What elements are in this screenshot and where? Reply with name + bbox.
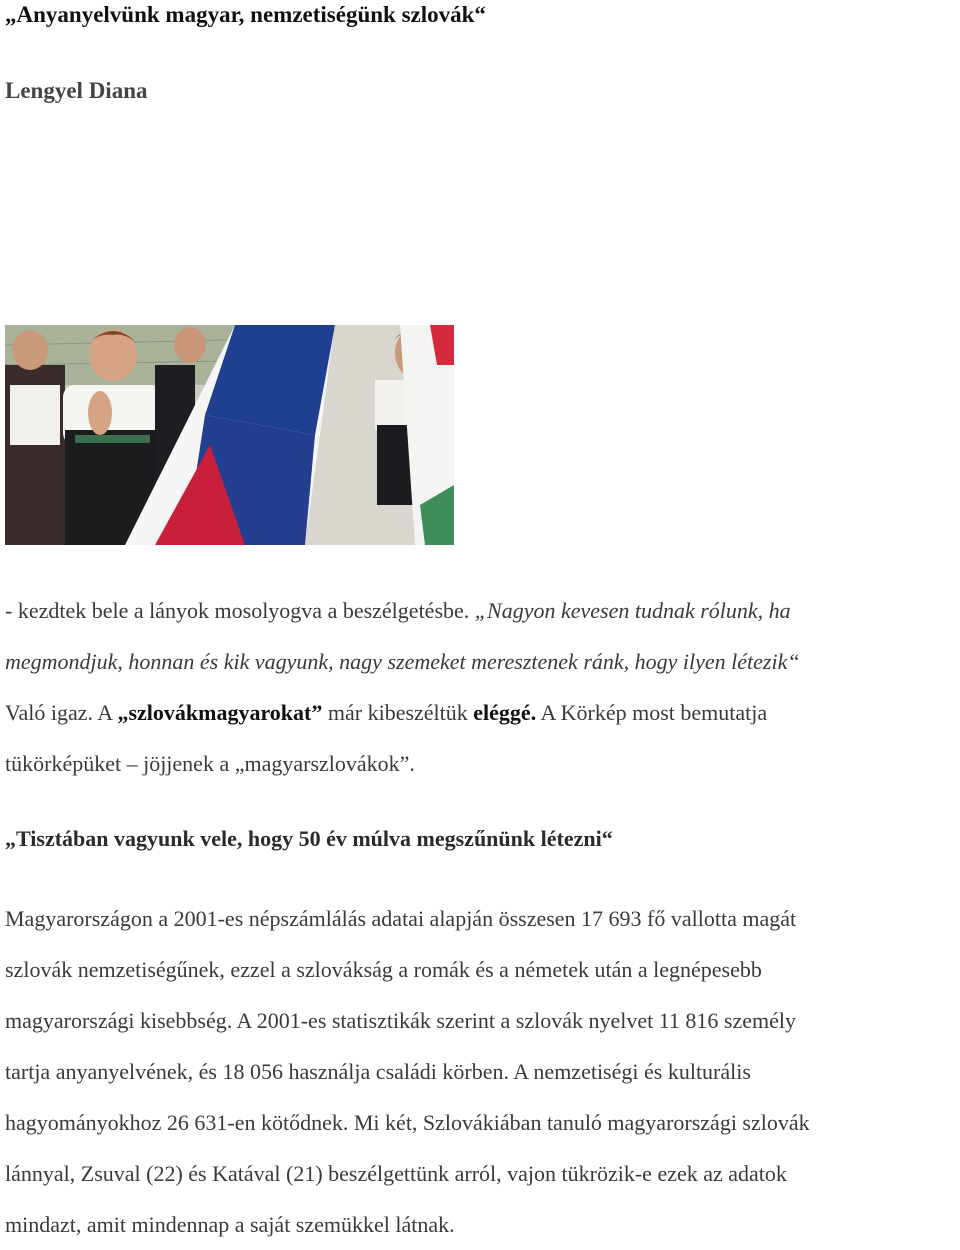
section-subheading: „Tisztában vagyunk vele, hogy 50 év múlva megszűnünk létezni“ (5, 826, 613, 851)
intro-text: már kibeszéltük (322, 700, 474, 725)
body-paragraph (5, 893, 955, 1250)
intro-line-3 (5, 687, 955, 738)
body-line-6: lánnyal, Zsuval (22) és Katával (21) beszélgettünk arról, vajon tükrözik-e ezek az adatok (5, 1161, 787, 1186)
intro-text: Való igaz. A (5, 700, 118, 725)
emphasis-text: eléggé. (473, 700, 537, 725)
body-line-7: mindazt, amit mindennap a saját szemükkel látnak. (5, 1212, 455, 1237)
body-line-3: magyarországi kisebbség. A 2001-es statisztikák szerint a szlovák nyelvet 11 816 személy (5, 1008, 796, 1033)
intro-line-1 (5, 585, 955, 636)
body-line-4: tartja anyanyelvének, és 18 056 használja családi körben. A nemzetiségi és kulturális (5, 1059, 751, 1084)
intro-paragraph (5, 585, 955, 789)
intro-text: - kezdtek bele a lányok mosolyogva a beszélgetésbe. (5, 598, 475, 623)
body-line-2: szlovák nemzetiségűnek, ezzel a szlovákság a romák és a németek után a legnépesebb (5, 957, 762, 982)
emphasis-text: „szlovákmagyarokat” (117, 700, 323, 725)
intro-text: A Körkép most bemutatja (536, 700, 768, 725)
article-author: Lengyel Diana (5, 78, 148, 103)
intro-line-4: tükörképüket – jöjjenek a „magyarszlovákok”. (5, 751, 415, 776)
body-line-1: Magyarországon a 2001-es népszámlálás adatai alapján összesen 17 693 fő vallotta magát (5, 906, 797, 931)
folk-costume-photo-icon (5, 325, 454, 545)
body-line-5: hagyományokhoz 26 631-en kötődnek. Mi két, Szlovákiában tanuló magyarországi szlovák (5, 1110, 810, 1135)
article-title: „Anyanyelvünk magyar, nemzetiségünk szlovák“ (5, 2, 486, 27)
article-photo (5, 325, 454, 545)
intro-line-2: megmondjuk, honnan és kik vagyunk, nagy szemeket meresztenek ránk, hogy ilyen létezik“ (5, 649, 800, 674)
quote-text: „Nagyon kevesen tudnak rólunk, ha (474, 598, 791, 623)
